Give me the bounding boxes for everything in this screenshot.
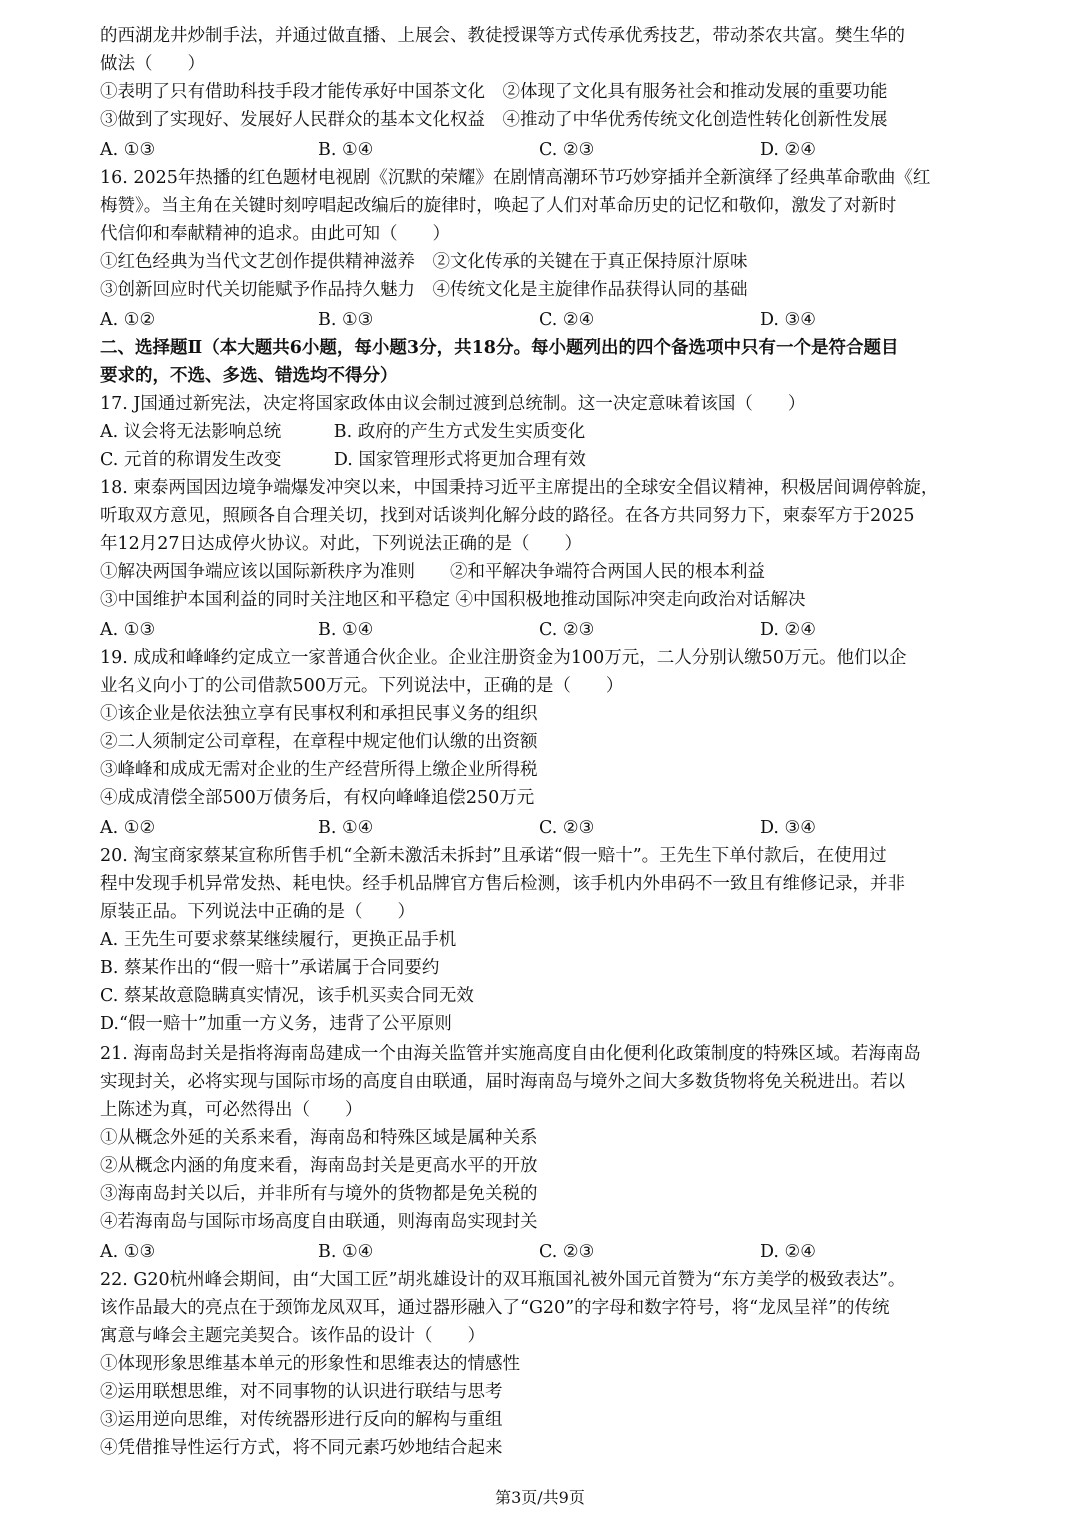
q21-stem-line: 实现封关，必将实现与国际市场的高度自由联通，届时海南岛与境外之间大多数货物将免关税进出。若以 — [100, 1072, 905, 1092]
q18-option-b: B. ①④ — [318, 620, 374, 640]
q21-option-d: D. ②④ — [760, 1242, 816, 1262]
q21-statement: ①从概念外延的关系来看，海南岛和特殊区域是属种关系 — [100, 1128, 538, 1148]
q16-option-a: A. ①② — [100, 310, 156, 330]
q19-stem-line: 19. 成成和峰峰约定成立一家普通合伙企业。企业注册资金为100万元，二人分别认缴50万元。他们以企 — [100, 648, 907, 668]
q20-option-b: B. 蔡某作出的“假一赔十”承诺属于合同要约 — [100, 958, 440, 978]
q15-option-a: A. ①③ — [100, 140, 156, 160]
q16-stem-line: 16. 2025年热播的红色题材电视剧《沉默的荣耀》在剧情高潮环节巧妙穿插并全新演绎了经典革命歌曲《红 — [100, 168, 931, 188]
q21-statement: ②从概念内涵的角度来看，海南岛封关是更高水平的开放 — [100, 1156, 538, 1176]
q18-option-a: A. ①③ — [100, 620, 156, 640]
section-heading: 二、选择题Ⅱ（本大题共6小题，每小题3分，共18分。每小题列出的四个备选项中只有一个是符合题目 — [100, 338, 899, 358]
q18-statement: ①解决两国争端应该以国际新秩序为准则 ②和平解决争端符合两国人民的根本利益 — [100, 562, 765, 582]
q18-option-d: D. ②④ — [760, 620, 816, 640]
q19-statement: ①该企业是依法独立享有民事权利和承担民事义务的组织 — [100, 704, 538, 724]
section-heading: 要求的，不选、多选、错选均不得分） — [100, 366, 398, 386]
q22-statement: ③运用逆向思维，对传统器形进行反向的解构与重组 — [100, 1410, 503, 1430]
q17-option-line: C. 元首的称谓发生改变 D. 国家管理形式将更加合理有效 — [100, 450, 586, 470]
q17-option-line: A. 议会将无法影响总统 B. 政府的产生方式发生实质变化 — [100, 422, 586, 442]
q19-option-c: C. ②③ — [539, 818, 595, 838]
q20-stem-line: 原装正品。下列说法中正确的是（ ） — [100, 902, 415, 922]
q15-option-b: B. ①④ — [318, 140, 374, 160]
q20-option-c: C. 蔡某故意隐瞒真实情况，该手机买卖合同无效 — [100, 986, 474, 1006]
q21-stem-line: 21. 海南岛封关是指将海南岛建成一个由海关监管并实施高度自由化便利化政策制度的特殊区域。若海南岛 — [100, 1044, 921, 1064]
q20-stem-line: 20. 淘宝商家蔡某宣称所售手机“全新未激活未拆封”且承诺“假一赔十”。王先生下单付款后，在使用过 — [100, 846, 887, 866]
q19-option-a: A. ①② — [100, 818, 156, 838]
q18-stem-line: 听取双方意见，照顾各自合理关切，找到对话谈判化解分歧的路径。在各方共同努力下，柬泰军方于2025 — [100, 506, 915, 526]
q15-option-d: D. ②④ — [760, 140, 816, 160]
q16-stem-line: 梅赞》。当主角在关键时刻哼唱起改编后的旋律时，唤起了人们对革命历史的记忆和敬仰，激发了对新时 — [100, 196, 897, 216]
q19-statement: ④成成清偿全部500万债务后，有权向峰峰追偿250万元 — [100, 788, 535, 808]
q21-option-a: A. ①③ — [100, 1242, 156, 1262]
q16-statement: ③创新回应时代关切能赋予作品持久魅力 ④传统文化是主旋律作品获得认同的基础 — [100, 280, 748, 300]
q18-stem-line: 年12月27日达成停火协议。对此，下列说法正确的是（ ） — [100, 534, 583, 554]
q15-stem-line: 做法（ ） — [100, 54, 205, 74]
q15-statement: ③做到了实现好、发展好人民群众的基本文化权益 ④推动了中华优秀传统文化创造性转化创新性发展 — [100, 110, 888, 130]
q22-statement: ①体现形象思维基本单元的形象性和思维表达的情感性 — [100, 1354, 520, 1374]
q16-option-d: D. ③④ — [760, 310, 816, 330]
q21-statement: ③海南岛封关以后，并非所有与境外的货物都是免关税的 — [100, 1184, 538, 1204]
q18-stem-line: 18. 柬泰两国因边境争端爆发冲突以来，中国秉持习近平主席提出的全球安全倡议精神，积极居间调停斡旋， — [100, 478, 939, 498]
q19-stem-line: 业名义向小丁的公司借款500万元。下列说法中，正确的是（ ） — [100, 676, 624, 696]
q22-statement: ②运用联想思维，对不同事物的认识进行联结与思考 — [100, 1382, 503, 1402]
q22-stem-line: 寓意与峰会主题完美契合。该作品的设计（ ） — [100, 1326, 485, 1346]
q15-option-c: C. ②③ — [539, 140, 595, 160]
q22-stem-line: 22. G20杭州峰会期间，由“大国工匠”胡兆雄设计的双耳瓶国礼被外国元首赞为“东方美学的极致表达”。 — [100, 1270, 906, 1290]
q21-stem-line: 上陈述为真，可必然得出（ ） — [100, 1100, 363, 1120]
q15-stem-line: 的西湖龙井炒制手法，并通过做直播、上展会、教徒授课等方式传承优秀技艺，带动茶农共富。樊生华的 — [100, 26, 905, 46]
q22-stem-line: 该作品最大的亮点在于颈饰龙凤双耳，通过器形融入了“G20”的字母和数字符号，将“龙凤呈祥”的传统 — [100, 1298, 890, 1318]
q20-stem-line: 程中发现手机异常发热、耗电快。经手机品牌官方售后检测，该手机内外串码不一致且有维修记录，并非 — [100, 874, 905, 894]
q19-statement: ③峰峰和成成无需对企业的生产经营所得上缴企业所得税 — [100, 760, 538, 780]
q15-statement: ①表明了只有借助科技手段才能传承好中国茶文化 ②体现了文化具有服务社会和推动发展的重要功能 — [100, 82, 888, 102]
q20-option-a: A. 王先生可要求蔡某继续履行，更换正品手机 — [100, 930, 457, 950]
q21-option-c: C. ②③ — [539, 1242, 595, 1262]
q16-stem-line: 代信仰和奉献精神的追求。由此可知（ ） — [100, 224, 450, 244]
q19-option-d: D. ③④ — [760, 818, 816, 838]
q21-statement: ④若海南岛与国际市场高度自由联通，则海南岛实现封关 — [100, 1212, 538, 1232]
q17-stem-line: 17. J国通过新宪法，决定将国家政体由议会制过渡到总统制。这一决定意味着该国（ ） — [100, 394, 806, 414]
q22-statement: ④凭借推导性运行方式，将不同元素巧妙地结合起来 — [100, 1438, 503, 1458]
q16-option-c: C. ②④ — [539, 310, 595, 330]
q21-option-b: B. ①④ — [318, 1242, 374, 1262]
q19-option-b: B. ①④ — [318, 818, 374, 838]
q16-statement: ①红色经典为当代文艺创作提供精神滋养 ②文化传承的关键在于真正保持原汁原味 — [100, 252, 748, 272]
q18-option-c: C. ②③ — [539, 620, 595, 640]
q20-option-d: D.“假一赔十”加重一方义务，违背了公平原则 — [100, 1014, 452, 1034]
page-number: 第3页/共9页 — [495, 1488, 585, 1507]
q18-statement: ③中国维护本国利益的同时关注地区和平稳定 ④中国积极地推动国际冲突走向政治对话解决 — [100, 590, 806, 610]
q19-statement: ②二人须制定公司章程，在章程中规定他们认缴的出资额 — [100, 732, 538, 752]
q16-option-b: B. ①③ — [318, 310, 374, 330]
